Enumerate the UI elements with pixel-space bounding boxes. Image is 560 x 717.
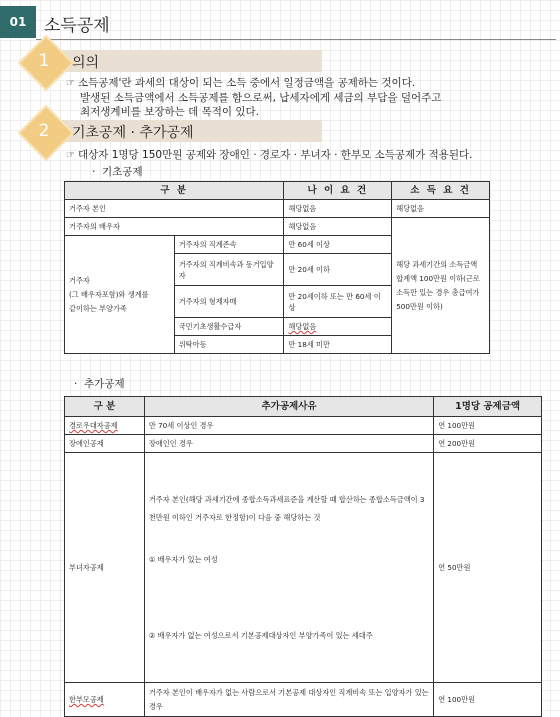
- row-amount: 연 200만원: [434, 435, 542, 453]
- row-age: 해당없음: [284, 200, 392, 218]
- table-row: [65, 218, 490, 236]
- dependent-age: 만 20세 이하: [284, 254, 392, 286]
- extra-deduction-heading-text: 추가공제: [84, 378, 125, 390]
- table-row: [65, 417, 542, 435]
- reason-option-b: ② 배우자가 없는 여성으로서 기본공제대상자인 부양가족이 있는 세대주: [148, 631, 373, 640]
- dependents-label: [65, 236, 175, 354]
- dependent-type: 국민기초생활수급자: [174, 318, 284, 336]
- header-reason: 추가공제사유: [144, 397, 433, 417]
- extra-deduction-heading: [74, 376, 125, 391]
- row-amount: 연 50만원: [434, 453, 542, 683]
- table-header-row: [65, 397, 542, 417]
- section-1-line: 최저생계비를 보장하는 데 목적이 있다.: [80, 106, 259, 118]
- section-1-title: 의의: [72, 55, 100, 71]
- table-row: [65, 200, 490, 218]
- table-row: [65, 683, 542, 717]
- reason-option-a: ① 배우자가 있는 여성: [148, 555, 218, 564]
- dependent-age: 해당없음: [284, 318, 392, 336]
- dependents-label-line: 같이하는 부양가족: [69, 303, 127, 313]
- dependent-age: 만 20세이하 또는 만 60세 이상: [284, 286, 392, 318]
- row-label: 거주자 본인: [65, 200, 284, 218]
- section-2-number: 2: [38, 121, 50, 141]
- income-requirement: 해당 과세기간의 소득금액 합계액 100만원 이하(근로소득만 있는 경우 총급여가 500만원 이하): [392, 218, 490, 354]
- row-amount: 연 100만원: [434, 683, 542, 717]
- row-income: 해당없음: [392, 200, 490, 218]
- header-divider: [36, 39, 556, 40]
- page-title: 소득공제: [44, 16, 110, 36]
- extra-deduction-table: [64, 396, 542, 717]
- row-reason: [144, 453, 433, 683]
- bullet-dot-icon: ·: [74, 378, 85, 390]
- dependents-label-line: (그 배우자포함)와 생계를: [69, 289, 149, 299]
- table-row: [65, 435, 542, 453]
- dependent-type: 위탁아동: [174, 336, 284, 354]
- table-header-row: [65, 182, 490, 200]
- section-2-intro: [66, 148, 556, 163]
- basic-deduction-table: [64, 181, 490, 354]
- page-header: [0, 6, 560, 40]
- pointing-hand-icon: ☞: [66, 150, 75, 161]
- row-age: 해당없음: [284, 218, 392, 236]
- section-2-title: 기초공제 · 추가공제: [72, 125, 194, 141]
- row-label: 거주자의 배우자: [65, 218, 284, 236]
- chapter-number: 01: [0, 6, 36, 38]
- row-category: 한부모공제: [65, 683, 145, 717]
- section-1-text: [66, 76, 546, 119]
- dependent-type: 거주자의 직계존속: [174, 236, 284, 254]
- bullet-dot-icon: ·: [92, 166, 103, 178]
- row-amount: 연 100만원: [434, 417, 542, 435]
- header-category: 구 분: [65, 397, 145, 417]
- dependent-type: 거주자의 직계비속과 동거입양자: [174, 254, 284, 286]
- section-2-intro-text: 대상자 1명당 150만원 공제와 장애인 · 경로자 · 부녀자 · 한부모 소득공제가 적용된다.: [77, 149, 473, 161]
- row-reason: 장애인인 경우: [144, 435, 433, 453]
- header-age: 나 이 요 건: [284, 182, 392, 200]
- dependents-label-line: 거주자: [69, 275, 90, 285]
- header-category: 구 분: [65, 182, 284, 200]
- row-category: 부녀자공제: [65, 453, 145, 683]
- row-category: 장애인공제: [65, 435, 145, 453]
- dependent-age: 만 18세 미만: [284, 336, 392, 354]
- reason-intro: 거주자 본인(해당 과세기간에 종합소득과세표준을 계산할 때 합산하는 종합소득금액이 3천만원 이하인 거주자로 한정함)이 다음 중 해당하는 것: [148, 495, 425, 522]
- table-row: [65, 453, 542, 683]
- dependent-type: 거주자의 형제자매: [174, 286, 284, 318]
- row-reason: 거주자 본인이 배우자가 없는 사람으로서 기본공제 대상자인 직계비속 또는 입양자가 있는 경우: [144, 683, 433, 717]
- section-1-number: 1: [38, 51, 50, 71]
- basic-deduction-heading-text: 기초공제: [102, 166, 143, 178]
- row-category: 경로우대자공제: [65, 417, 145, 435]
- pointing-hand-icon: ☞: [66, 78, 75, 89]
- row-reason: 만 70세 이상인 경우: [144, 417, 433, 435]
- basic-deduction-heading: [92, 164, 143, 179]
- section-1-line: 소득공제'란 과세의 대상이 되는 소득 중에서 일정금액을 공제하는 것이다.: [77, 77, 416, 89]
- dependent-age: 만 60세 이상: [284, 236, 392, 254]
- header-amount: 1명당 공제금액: [434, 397, 542, 417]
- section-1-line: 발생된 소득금액에서 소득공제를 함으로써, 납세자에게 세금의 부담을 덜어주고: [80, 92, 442, 104]
- header-income: 소 득 요 건: [392, 182, 490, 200]
